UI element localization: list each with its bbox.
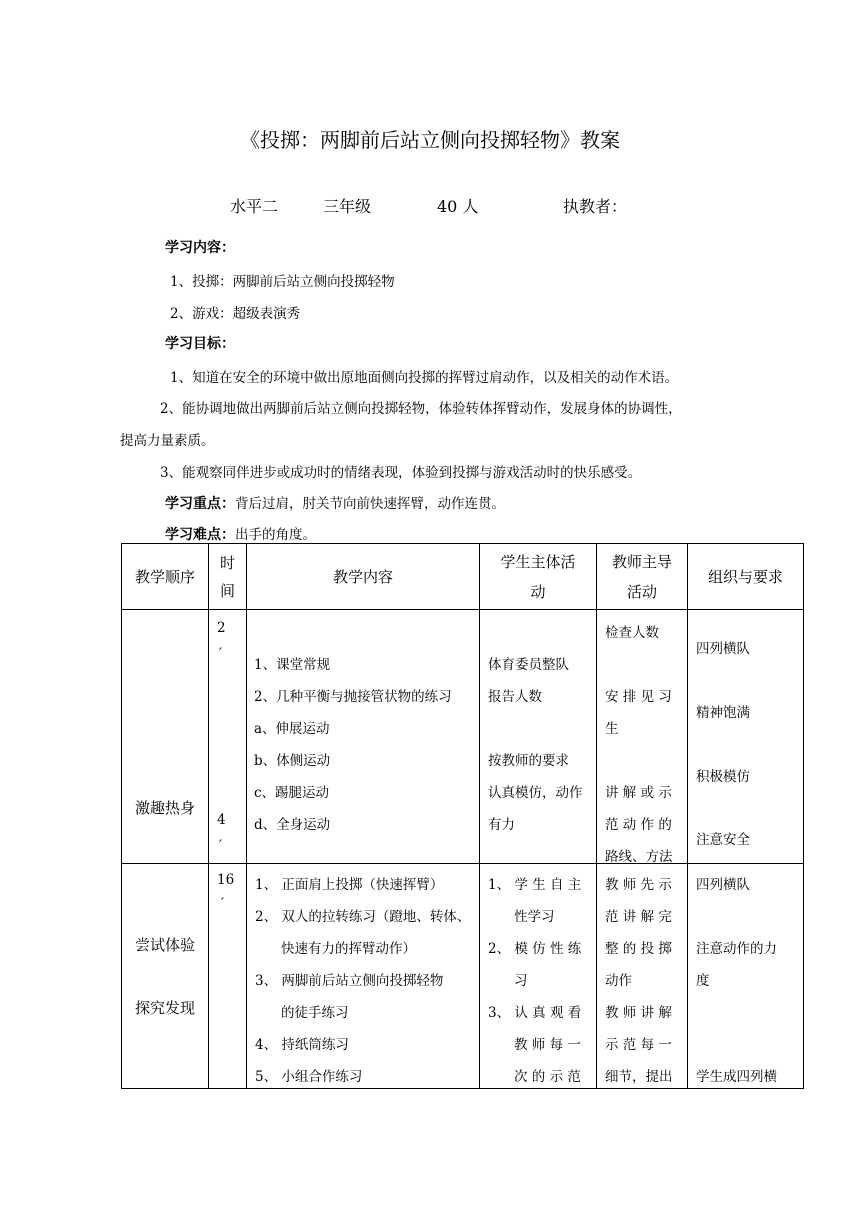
list-item: 路线、方法 (605, 849, 673, 865)
header-order: 教学顺序 (122, 544, 209, 610)
list-item: 有力 (488, 817, 515, 833)
time-a2: ′ (219, 646, 223, 662)
list-item: 4、 持纸筒练习 (255, 1037, 349, 1053)
goal-2b: 提高力量素质。 (120, 433, 215, 449)
table-row-warmup (122, 610, 804, 864)
list-item: 教 师 每 一 (514, 1037, 581, 1053)
goal-2a: 2、能协调地做出两脚前后站立侧向投掷轻物，体验转体挥臂动作，发展身体的协调性， (160, 401, 682, 417)
list-item: 教 师 先 示 (605, 877, 672, 893)
cell-student-warmup (480, 610, 597, 864)
list-item: 动作 (605, 973, 632, 989)
header-teacher-1: 教师主导 (611, 552, 672, 571)
list-item: 积极模仿 (696, 769, 750, 785)
list-item: 3、 两脚前后站立侧向投掷轻物 (255, 973, 444, 989)
list-item: 范 讲 解 完 (605, 909, 672, 925)
cell-org-explore (688, 864, 804, 1089)
lesson-plan-table (121, 543, 804, 1089)
list-item: 体育委员整队 (488, 657, 569, 673)
cell-org-warmup (688, 610, 804, 864)
cell-time-warmup (209, 610, 247, 864)
list-item: a、伸展运动 (254, 721, 330, 737)
list-item: c、踢腿运动 (254, 785, 330, 801)
phase-warmup: 激趣热身 (134, 799, 195, 817)
list-item: 报告人数 (488, 689, 542, 705)
list-item: 注意动作的力 (696, 941, 777, 957)
difficulty (165, 523, 316, 544)
header-student-2: 动 (530, 582, 546, 601)
meta-grade: 三年级 (323, 197, 372, 216)
difficulty-label: 学习难点： (165, 527, 235, 543)
list-item: 精神饱满 (696, 705, 750, 721)
time-explore-2: ′ (221, 896, 225, 912)
time-b1: 4 (217, 812, 226, 828)
header-teacher (597, 544, 688, 610)
cell-teacher-explore (597, 864, 688, 1089)
meta-level: 水平二 (230, 197, 279, 216)
time-b2: ′ (219, 838, 223, 854)
list-item: 讲 解 或 示 (605, 785, 672, 801)
list-item: 2、 双人的拉转练习（蹬地、转体、 (255, 909, 471, 925)
header-time-2: 间 (219, 581, 235, 600)
header-student (480, 544, 597, 610)
phase-explore-2: 探究发现 (134, 999, 195, 1017)
list-item: 快速有力的挥臂动作） (281, 941, 416, 957)
header-student-1: 学生主体活 (500, 552, 576, 571)
cell-teacher-warmup (597, 610, 688, 864)
content-item-1: 1、投掷：两脚前后站立侧向投掷轻物 (170, 274, 395, 290)
content-heading: 学习内容： (165, 240, 235, 256)
meta-count: 40 人 (437, 197, 479, 216)
list-item: 3、 认 真 观 看 (488, 1005, 582, 1021)
list-item: 细节，提出 (605, 1069, 673, 1085)
list-item: 学生成四列横 (696, 1069, 777, 1085)
list-item: 范 动 作 的 (605, 817, 672, 833)
list-item: 按教师的要求 (488, 753, 569, 769)
cell-phase-warmup (122, 610, 209, 864)
list-item: 安 排 见 习 (605, 689, 672, 705)
goal-1: 1、知道在安全的环境中做出原地面侧向投掷的挥臂过肩动作，以及相关的动作术语。 (170, 370, 679, 386)
header-time (209, 544, 247, 610)
header-org: 组织与要求 (688, 544, 804, 610)
list-item: 认真模仿，动作 (488, 785, 583, 801)
list-item: 1、 学 生 自 主 (488, 877, 582, 893)
list-item: d、全身运动 (254, 817, 331, 833)
list-item: 示 范 每 一 (605, 1037, 672, 1053)
difficulty-text: 出手的角度。 (235, 527, 316, 543)
list-item: 习 (514, 973, 528, 989)
list-item: 的徒手练习 (281, 1005, 349, 1021)
list-item: 5、 小组合作练习 (255, 1069, 363, 1085)
cell-student-explore (480, 864, 597, 1089)
list-item: 次 的 示 范 (514, 1069, 581, 1085)
list-item: 四列横队 (696, 641, 750, 657)
time-a1: 2 (217, 620, 226, 636)
table-row-explore (122, 864, 804, 1089)
list-item: 教 师 讲 解 (605, 1005, 672, 1021)
time-explore-1: 16 (217, 872, 235, 888)
meta-teacher: 执教者： (563, 197, 628, 216)
list-item: 整 的 投 掷 (605, 941, 672, 957)
list-item: 四列横队 (696, 877, 750, 893)
table-header-row (122, 544, 804, 610)
header-time-1: 时 (219, 553, 235, 572)
list-item: b、体侧运动 (254, 753, 331, 769)
cell-content-explore (247, 864, 480, 1089)
list-item: 2、 模 仿 性 练 (488, 941, 582, 957)
list-item: 度 (696, 973, 710, 989)
list-item: 生 (605, 721, 619, 737)
cell-phase-explore (122, 864, 209, 1089)
list-item: 2、几种平衡与抛接管状物的练习 (254, 689, 452, 705)
content-item-2: 2、游戏：超级表演秀 (170, 306, 301, 322)
phase-explore-1: 尝试体验 (134, 936, 195, 954)
list-item: 检查人数 (605, 625, 659, 641)
page-title: 《投掷：两脚前后站立侧向投掷轻物》教案 (240, 128, 620, 152)
goals-heading: 学习目标： (165, 336, 235, 352)
key-point (165, 492, 505, 513)
header-content: 教学内容 (247, 544, 480, 610)
cell-time-explore (209, 864, 247, 1089)
header-teacher-2: 活动 (626, 582, 657, 601)
list-item: 性学习 (514, 909, 555, 925)
key-point-text: 背后过肩，肘关节向前快速挥臂，动作连贯。 (235, 496, 505, 512)
goal-3: 3、能观察同伴进步或成功时的情绪表现，体验到投掷与游戏活动时的快乐感受。 (160, 465, 642, 481)
cell-content-warmup (247, 610, 480, 864)
list-item: 1、课堂常规 (254, 657, 331, 673)
list-item: 注意安全 (696, 832, 750, 848)
list-item: 1、 正面肩上投掷（快速挥臂） (255, 877, 444, 893)
key-point-label: 学习重点： (165, 496, 235, 512)
